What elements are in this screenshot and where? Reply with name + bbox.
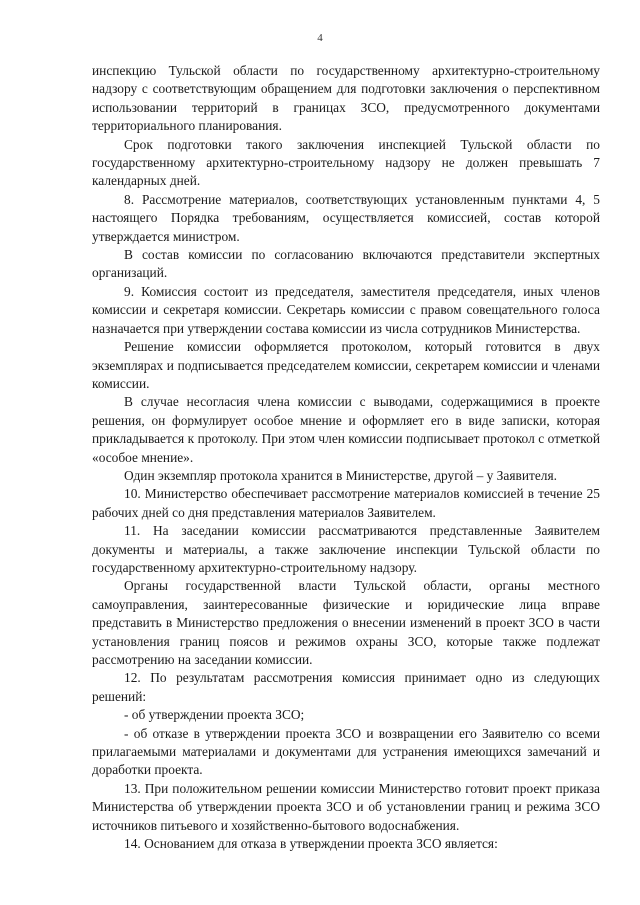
list-item: - об отказе в утверждении проекта ЗСО и возвращении его Заявителю со всеми прилагаемыми материалами и документами для устранения имеющихся замечаний и доработки проекта. [92,725,600,778]
paragraph: 8. Рассмотрение материалов, соответствующих установленным пунктами 4, 5 настоящего Порядка требованиям, осуществляется комиссией, состав которой утверждается министром. [92,191,600,244]
paragraph: В состав комиссии по согласованию включаются представители экспертных организаций. [92,247,600,281]
list-item: - об утверждении проекта ЗСО; [124,707,305,723]
paragraph: 9. Комиссия состоит из председателя, заместителя председателя, иных членов комиссии и секретаря комиссии. Секретарь комиссии с правом совещательного голоса назначается при утверждении состава комиссии из числа сотрудников Министерства. [92,283,600,336]
page-number: 4 [317,32,323,44]
paragraph: 14. Основанием для отказа в утверждении проекта ЗСО является: [124,836,498,852]
paragraph: 10. Министерство обеспечивает рассмотрение материалов комиссией в течение 25 рабочих дней со дня представления материалов Заявителем. [92,486,600,520]
paragraph: 11. На заседании комиссии рассматриваются представленные Заявителем документы и материалы, а также заключение инспекции Тульской области по государственному архитектурно-строительному надзору. [92,523,600,575]
paragraph: 13. При положительном решении комиссии Министерство готовит проект приказа Министерства об утверждении проекта ЗСО и об установлении границ и режима ЗСО источников питьевого и хозяйственно-бытового водоснабжения. [92,780,600,833]
paragraph: Срок подготовки такого заключения инспекцией Тульской области по государственному архитектурно-строительному надзору не должен превышать 7 календарных дней. [92,136,600,189]
paragraph: 12. По результатам рассмотрения комиссия принимает одно из следующих решений: [92,670,600,704]
document-body [92,62,600,853]
paragraph: инспекцию Тульской области по государственному архитектурно-строительному надзору с соответствующим обращением для подготовки заключения о перспективном использовании территорий в границах ЗСО, предусмотренного документами территориального планирования. [92,63,600,134]
paragraph: Решение комиссии оформляется протоколом, который готовится в двух экземплярах и подписывается председателем комиссии, секретарем комиссии и членами комиссии. [92,339,600,391]
paragraph: В случае несогласия члена комиссии с выводами, содержащимися в проекте решения, он формулирует особое мнение и оформляет его в виде записки, которая прикладывается к протоколу. При этом член комиссии подписывает протокол с отметкой «особое мнение». [92,394,600,465]
paragraph: Органы государственной власти Тульской области, органы местного самоуправления, заинтересованные физические и юридические лица вправе представить в Министерство предложения о внесении изменений в проект ЗСО в части установления границ поясов и режимов охраны ЗСО, которые также подлежат рассмотрению на заседании комиссии. [92,578,600,667]
paragraph: Один экземпляр протокола хранится в Министерстве, другой – у Заявителя. [124,467,557,483]
